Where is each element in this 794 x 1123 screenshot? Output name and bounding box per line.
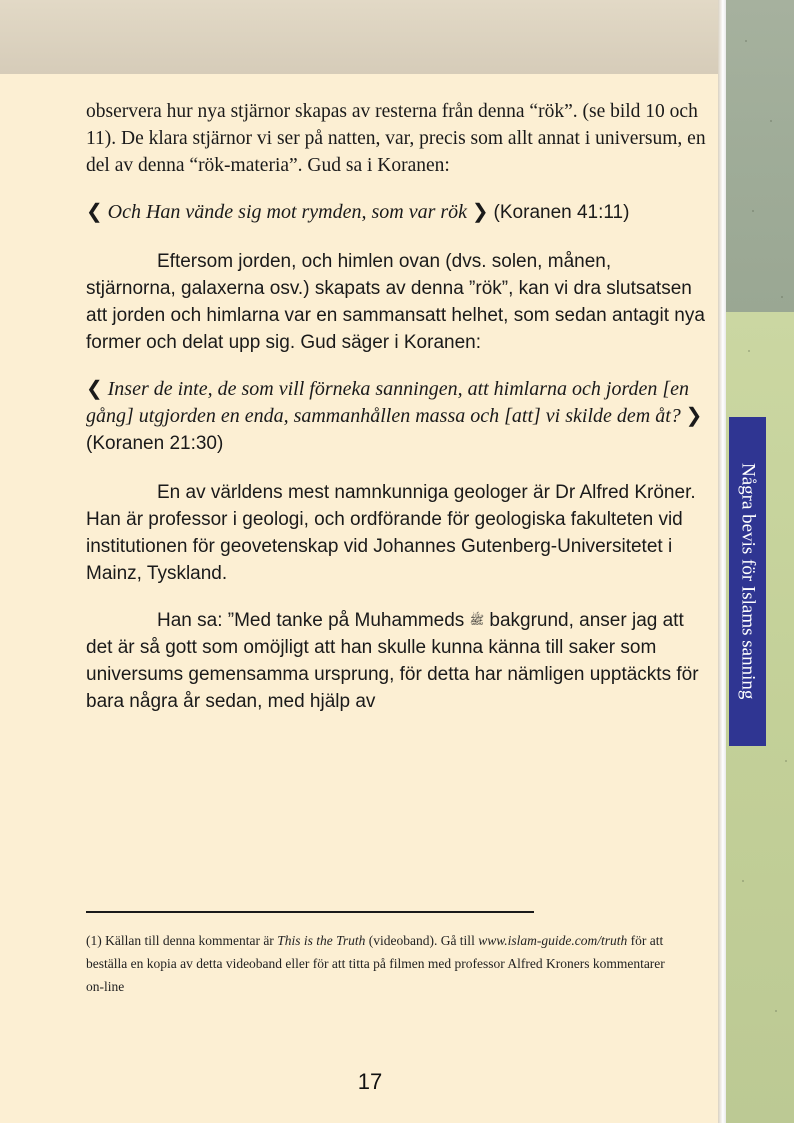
salutation-symbol: ﷺ [469,613,485,627]
texture-speck [781,296,783,298]
texture-speck [748,350,750,352]
footnote [86,929,686,998]
texture-speck [775,1010,777,1012]
texture-speck [770,120,772,122]
side-tab-label: Några bevis för Islams sanning [737,463,759,700]
paragraph-2: Eftersom jorden, och himlen ovan (dvs. solen, månen, stjärnorna, galaxerna osv.) skapats av denna ”rök”, kan vi dra slutsatsen att jorden och himlarna var en sammansatt helhet, som sedan antagit nya former och delat upp sig. Gud säger i Koranen: [86,251,705,353]
verse-reference: (Koranen 21:30) [86,433,224,454]
section-side-tab [729,417,766,746]
page-number: 17 [357,1069,383,1094]
quran-verse-2 [86,376,706,457]
verse-close-bracket: ❯ [471,201,489,223]
verse-open-bracket: ❮ [86,378,103,400]
footnote-prefix: (1) Källan till denna kommentar är [86,933,274,948]
texture-speck [745,40,747,42]
paragraph-3: En av världens mest namnkunniga geologer är Dr Alfred Kröner. Han är professor i geologi, och ordförande för geologiska fakulteten vid institutionen för geovetenskap vid Johannes Gutenberg-Universitetet i Mainz, Tyskland. [86,482,696,584]
paragraph-4-end: bakgrund, anser jag att det är så gott som omöjligt att han skulle kunna känna till saker som universums gemensamma ursprung, för detta har nämligen upptäckts för bara några år sedan, med hjälp av [86,610,699,712]
verse-text: Och Han vände sig mot rymden, som var rök [107,201,468,223]
page-header-band [0,0,720,74]
verse-reference: (Koranen 41:11) [493,202,630,223]
paragraph-1: observera hur nya stjärnor skapas av resterna från denna “rök”. (se bild 10 och 11). De klara stjärnor vi ser på natten, var, precis som allt annat i universum, en del av denna “rök-materia”. Gud sa i Koranen: [86,101,706,176]
texture-speck [785,760,787,762]
footnote-divider [86,911,534,913]
side-margin-top [726,0,794,312]
quran-verse-1 [86,199,706,226]
verse-close-bracket: ❯ [685,405,703,427]
texture-speck [752,210,754,212]
paragraph-4-start: Han sa: ”Med tanke på Muhammeds [157,610,465,631]
verse-open-bracket: ❮ [86,201,103,223]
footnote-middle: (videoband). Gå till [368,933,475,948]
page-edge [718,0,726,1123]
footnote-url[interactable]: www.islam-guide.com/truth [478,933,628,948]
footnote-suffix: för att beställa en kopia av detta videoband eller för att titta på filmen med professor Alfred Kroners kommentarer on-line [86,933,665,994]
paragraph-4 [86,607,706,715]
page-content [86,98,706,735]
texture-speck [742,880,744,882]
verse-text: Inser de inte, de som vill förneka sanningen, att himlarna och jorden [en gång] utgjorden en enda, sammanhållen massa och [att] vi skilde dem åt? [86,378,690,427]
footnote-title: This is the Truth [277,933,366,948]
